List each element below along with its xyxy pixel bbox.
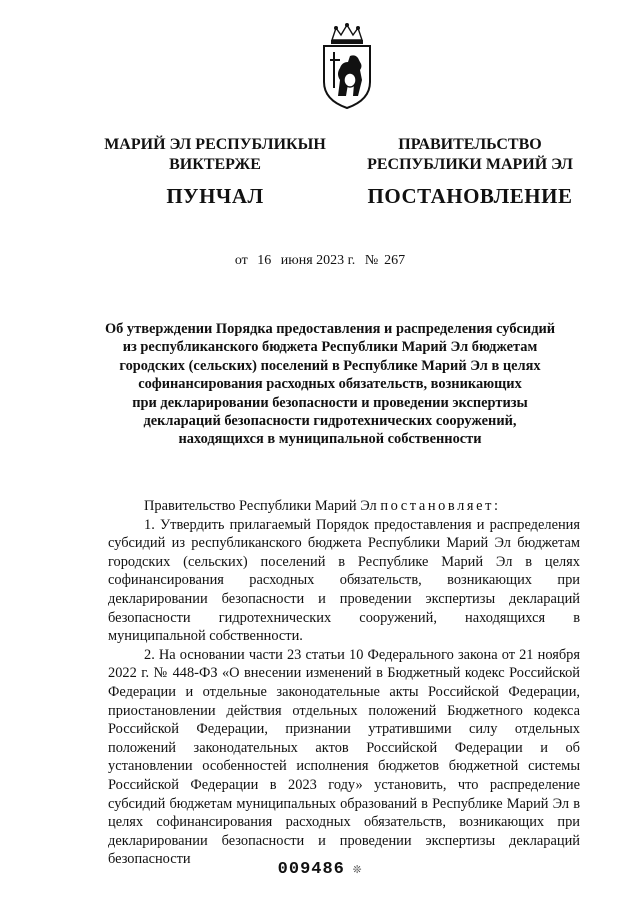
header-left-block: [90, 135, 340, 209]
document-title: [100, 320, 560, 449]
intro-paragraph: [108, 497, 580, 516]
paragraph-1: 1. Утвердить прилагаемый Порядок предоставления и распределения субсидий из республиканского бюджета Республики Марий Эл бюджетам городских (сельских) поселений в Республике Марий Эл в целях софинансирования расходных обязательств, возникающих при декларировании безопасности и проведении экспертизы деклараций безопасности гидротехнических сооружений, находящихся в муниципальной собственности.: [108, 516, 580, 645]
title-line: софинансирования расходных обязательств, возникающих: [138, 376, 522, 393]
intro-verb: постановляет:: [380, 498, 501, 514]
header-left-doc-type: ПУНЧАЛ: [166, 184, 264, 208]
paragraph-2: 2. На основании части 23 статьи 10 Федерального закона от 21 ноября 2022 г. № 448-ФЗ «О внесении изменений в Бюджетный кодекс Российской Федерации и отдельные законодательные акты Российской Федерации, приостановлении действия отдельных положений Бюджетного кодекса Российской Федерации, признании утратившими силу отдельных положений законодательных актов Российской Федерации и об установлении особенностей исполнения бюджетов бюджетной системы Российской Федерации в 2023 году» установить, что распределение субсидий бюджетам муниципальных образований в Республике Марий Эл в целях софинансирования расходных обязательств, возникающих при декларировании безопасности и проведении экспертизы деклараций безопасности: [108, 646, 580, 868]
form-serial-number: [0, 860, 640, 879]
title-line: деклараций безопасности гидротехнических сооружений,: [143, 413, 517, 430]
date-prefix: от: [234, 253, 248, 268]
coat-of-arms-emblem: [318, 22, 376, 110]
document-date-line: [0, 253, 640, 269]
document-number: 267: [384, 253, 406, 268]
title-line: при декларировании безопасности и проведении экспертизы: [132, 394, 528, 411]
header-left-line2: ВИКТЕРЖЕ: [169, 156, 261, 173]
title-line: находящихся в муниципальной собственности: [178, 431, 482, 448]
header-right-line1: ПРАВИТЕЛЬСТВО: [398, 136, 542, 153]
serial-number: 009486: [277, 860, 345, 879]
header-left-line1: МАРИЙ ЭЛ РЕСПУБЛИКЫН: [104, 136, 326, 153]
title-line: из республиканского бюджета Республики Марий Эл бюджетам: [122, 339, 538, 356]
title-line: городских (сельских) поселений в Республике Марий Эл в целях: [119, 357, 541, 374]
serial-mark-icon: ❊: [352, 862, 363, 878]
title-line: Об утверждении Порядка предоставления и распределения субсидий: [104, 321, 556, 337]
header-right-line2: РЕСПУБЛИКИ МАРИЙ ЭЛ: [367, 156, 573, 173]
document-body: [108, 497, 580, 869]
header-right-block: [355, 135, 585, 209]
date-month-year: июня 2023 г.: [280, 253, 356, 268]
intro-lead: Правительство Республики Марий Эл: [144, 498, 377, 514]
header-right-doc-type: ПОСТАНОВЛЕНИЕ: [367, 184, 573, 208]
date-day: 16: [257, 253, 272, 268]
number-label: №: [364, 253, 379, 268]
